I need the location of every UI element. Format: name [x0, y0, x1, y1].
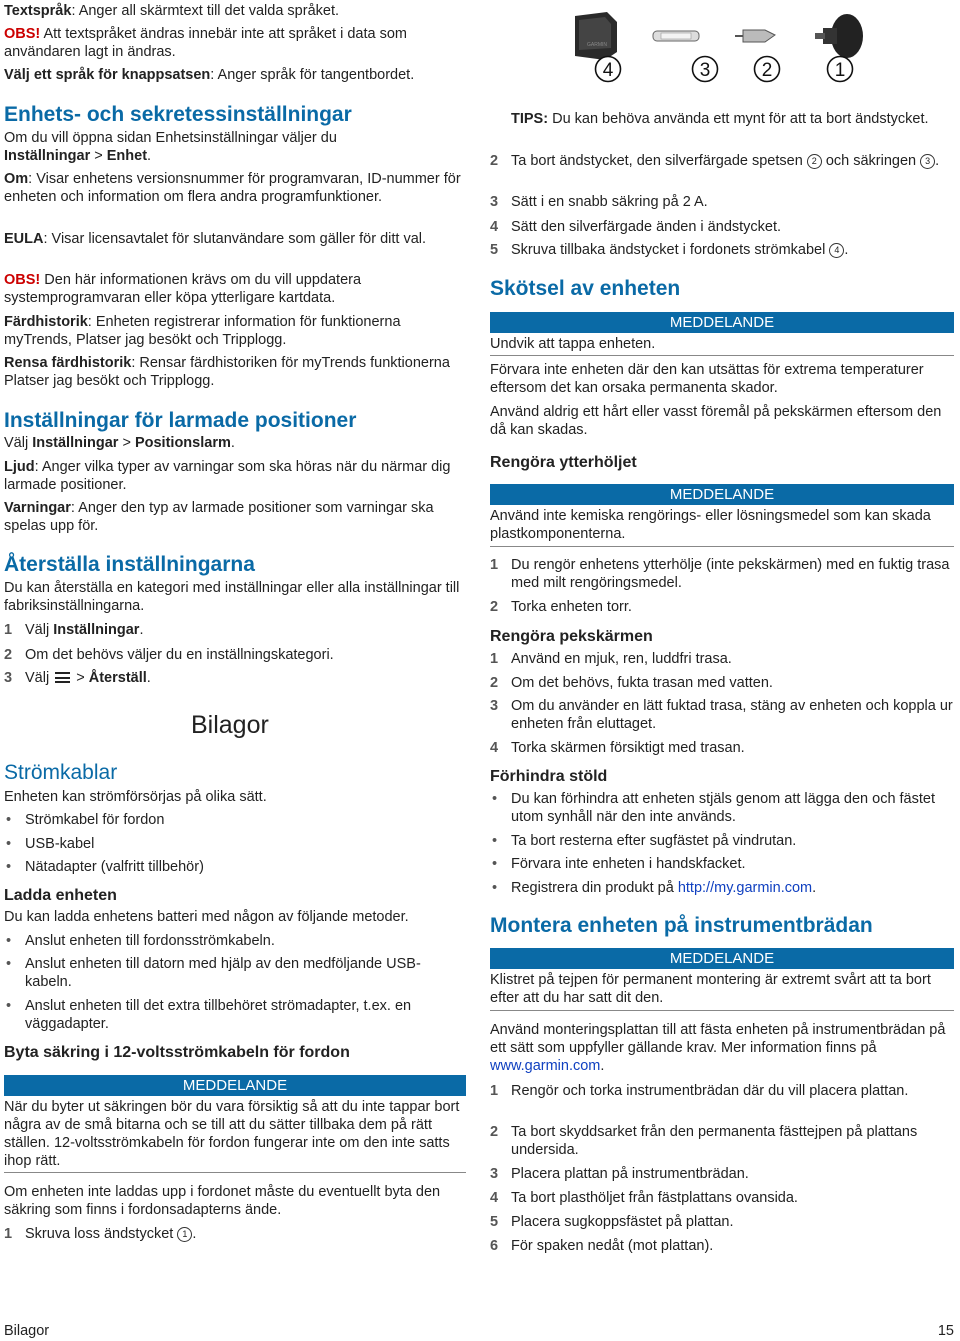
notice-banner: MEDDELANDE — [4, 1075, 466, 1096]
travel-history-setting — [4, 313, 466, 349]
list-item — [490, 241, 954, 259]
menu-path: Inställningar — [32, 435, 119, 451]
care-paragraph: Förvara inte enheten där den kan utsättas för extrema temperaturer eftersom det kan orsaka permanenta skador. — [490, 362, 924, 396]
step-text: Torka enheten torr. — [511, 599, 632, 615]
list-item — [4, 858, 466, 876]
step-number: 2 — [490, 599, 499, 615]
list-item — [4, 621, 466, 639]
callout-1-label: 1 — [834, 60, 846, 81]
step-text: Skruva loss ändstycket — [25, 1226, 178, 1242]
definition: : Visar enhetens versionsnummer för programvaran, ID-nummer för enheten och information om flera andra programfunktioner. — [4, 171, 461, 205]
footer-section: Bilagor — [4, 1323, 50, 1339]
term: Ljud — [4, 459, 35, 475]
list-item — [490, 650, 954, 668]
list-item — [490, 218, 954, 236]
fuse-intro: Om enheten inte laddas upp i fordonet måste du eventuellt byta den säkring som finns i fordonsadapterns ände. — [4, 1184, 441, 1218]
menu-path: Inställningar — [4, 148, 91, 164]
step-number: 3 — [490, 1166, 499, 1182]
list-text: . — [812, 880, 817, 896]
notice-banner: MEDDELANDE — [490, 948, 954, 969]
bullet-icon: • — [492, 833, 498, 849]
step-text: Ta bort skyddsarket från den permanenta fästtejpen på plattans undersida. — [511, 1124, 918, 1158]
heading-alarm-positions: Inställningar för larmade positioner — [4, 409, 357, 432]
list-text: Registrera din produkt på — [511, 880, 678, 896]
term: Varningar — [4, 500, 71, 516]
step-number: 1 — [4, 1226, 13, 1242]
list-item — [4, 646, 466, 664]
callout-4-label: 4 — [602, 60, 614, 81]
list-item — [490, 879, 954, 897]
step-number: 2 — [4, 647, 13, 663]
notice-text: Klistret på tejpen för permanent montering är extremt svårt att ta bort efter att du har satt dit den. — [490, 972, 931, 1006]
warnings-setting — [4, 499, 466, 535]
step-number: 6 — [490, 1238, 499, 1254]
heading-clean-screen: Rengöra pekskärmen — [490, 628, 653, 645]
step-text: Du rengör enhetens ytterhölje (inte pekskärmen) med en fuktig trasa med milt rengöringsmedel. — [511, 557, 950, 591]
step-number: 5 — [490, 1214, 499, 1230]
bullet-icon: • — [6, 998, 12, 1014]
heading-clean-housing: Rengöra ytterhöljet — [490, 454, 637, 471]
step-text: Om det behövs, fukta trasan med vatten. — [511, 675, 773, 691]
text-language-setting — [4, 2, 466, 20]
sound-setting — [4, 458, 466, 494]
tip-paragraph — [511, 110, 954, 128]
list-text: Anslut enheten till datorn med hjälp av den medföljande USB-kabeln. — [25, 956, 421, 990]
fuse-parts-illustration — [565, 2, 865, 94]
bullet-icon: • — [6, 956, 12, 972]
heading-dashboard-mount: Montera enheten på instrumentbrädan — [490, 914, 873, 937]
end-cap-drawing — [575, 12, 617, 60]
menu-path: Inställningar — [53, 622, 140, 638]
step-number: 2 — [490, 1124, 499, 1140]
tip-text: Du kan behöva använda ett mynt för att ta bort ändstycket. — [548, 111, 929, 127]
about-setting — [4, 170, 466, 206]
list-text: Ta bort resterna efter sugfästet på vindrutan. — [511, 833, 797, 849]
step-number: 5 — [490, 242, 499, 258]
notice-banner: MEDDELANDE — [490, 484, 954, 505]
step-text: Om det behövs väljer du en inställningskategori. — [25, 647, 334, 663]
path-separator: > — [90, 148, 107, 164]
step-text: Sätt den silverfärgade änden i ändstycket. — [511, 219, 782, 235]
step-text: Välj — [25, 670, 54, 686]
step-text: Placera sugkoppsfästet på plattan. — [511, 1214, 734, 1230]
power-intro: Enheten kan strömförsörjas på olika sätt. — [4, 789, 267, 805]
step-text: Placera plattan på instrumentbrädan. — [511, 1166, 749, 1182]
device-intro: Om du vill öppna sidan Enhetsinställningar väljer du Inställningar > Enhet. — [4, 130, 337, 164]
note-text: Att textspråket ändras innebär inte att språket i data som användaren lagt in ändras. — [4, 26, 407, 60]
bullet-icon: • — [6, 859, 12, 875]
menu-icon — [55, 672, 70, 683]
step-number: 4 — [490, 740, 499, 756]
step-number: 4 — [490, 219, 499, 235]
step-text: Ta bort ändstycket, den silverfärgade spetsen — [511, 153, 807, 169]
list-item — [490, 556, 954, 592]
callout-3-label: 3 — [699, 60, 711, 81]
step-text: och säkringen — [821, 153, 921, 169]
charge-intro: Du kan ladda enhetens batteri med någon av följande metoder. — [4, 909, 409, 925]
list-text: Du kan förhindra att enheten stjäls genom att lägga den och fästet utom synhåll när den inte används. — [511, 791, 935, 825]
bullet-icon: • — [492, 880, 498, 896]
term: Välj ett språk för knappsatsen — [4, 67, 211, 83]
svg-text:GARMIN: GARMIN — [587, 42, 607, 48]
term: Om — [4, 171, 29, 187]
divider — [490, 1010, 954, 1011]
list-item — [4, 835, 466, 853]
step-text: . — [844, 242, 849, 258]
mount-intro — [490, 1021, 954, 1075]
heading-charge-device: Ladda enheten — [4, 887, 117, 904]
step-text: . — [139, 622, 144, 638]
list-item — [490, 832, 954, 850]
step-number: 1 — [490, 651, 499, 667]
divider — [490, 355, 954, 356]
eula-setting — [4, 230, 466, 248]
note-label: OBS! — [4, 272, 41, 288]
definition: : Anger vilka typer av varningar som ska höras när du närmar dig larmade positioner. — [4, 459, 451, 493]
step-text: För spaken nedåt (mot plattan). — [511, 1238, 714, 1254]
list-text: Anslut enheten till det extra tillbehöret strömadapter, t.ex. en väggadapter. — [25, 998, 412, 1032]
step-text: Välj — [25, 622, 54, 638]
term: Textspråk — [4, 3, 72, 19]
callout-2-label: 2 — [761, 60, 773, 81]
note-paragraph — [4, 25, 466, 61]
callout-4-icon: 4 — [829, 243, 844, 258]
path-separator: > — [72, 670, 89, 686]
callout-3-icon: 3 — [920, 154, 935, 169]
definition: : Enheten registrerar information för funktionerna myTrends, Platser jag besökt och Tripplogg. — [4, 314, 401, 348]
notice-text: När du byter ut säkringen bör du vara försiktig så att du inte tappar bort några av de små bitarna och se till att du sätter tillbaka dem på rätt ställen. 12-voltsströmkabeln för fordon fungerar inte om den inte satts ihop rätt. — [4, 1099, 460, 1169]
bullet-icon: • — [492, 791, 498, 807]
list-item — [490, 1082, 954, 1100]
chapter-title: Bilagor — [191, 711, 269, 739]
alarm-intro: Välj Inställningar > Positionslarm. — [4, 435, 235, 451]
note-label: OBS! — [4, 26, 41, 42]
list-item — [490, 152, 954, 170]
list-text: Anslut enheten till fordonsströmkabeln. — [25, 933, 275, 949]
definition: : Anger all skärmtext till det valda språket. — [71, 3, 340, 19]
intro-text: Om du vill öppna sidan Enhetsinställningar väljer du — [4, 130, 337, 146]
step-text: . — [146, 670, 151, 686]
intro-text: Använd monteringsplattan till att fästa enheten på instrumentbrädan på ett sätt som uppfyller gällande krav. Mer information finns på — [490, 1022, 946, 1056]
reset-intro: Du kan återställa en kategori med inställningar eller alla inställningar till fabriksinställningarna. — [4, 580, 460, 614]
notice-banner: MEDDELANDE — [490, 312, 954, 333]
step-number: 1 — [490, 557, 499, 573]
list-item — [490, 1213, 954, 1231]
list-item — [4, 955, 466, 991]
bullet-icon: • — [6, 836, 12, 852]
tip-label: TIPS: — [511, 111, 549, 127]
definition: : Visar licensavtalet för slutanvändare som gäller för ditt val. — [43, 231, 427, 247]
list-text: USB-kabel — [25, 836, 95, 852]
step-number: 2 — [490, 675, 499, 691]
heading-prevent-theft: Förhindra stöld — [490, 768, 608, 785]
care-paragraph: Använd aldrig ett hårt eller vasst föremål på pekskärmen eftersom den då kan skadas. — [490, 404, 942, 438]
menu-path: Återställ — [88, 670, 147, 686]
definition: : Rensar färdhistoriken för myTrends funktionerna Platser jag besökt och Tripplogg. — [4, 355, 450, 389]
step-number: 1 — [490, 1083, 499, 1099]
heading-power-cables: Strömkablar — [4, 761, 118, 784]
list-item: 1 Skruva loss ändstycket 1 . — [4, 1226, 197, 1242]
step-text: Sätt i en snabb säkring på 2 A. — [511, 194, 708, 210]
list-item — [490, 1189, 954, 1207]
step-number: 4 — [490, 1190, 499, 1206]
keyboard-language-setting — [4, 66, 466, 84]
term: Rensa färdhistorik — [4, 355, 132, 371]
step-number: 2 — [490, 153, 499, 169]
list-item — [4, 997, 466, 1033]
definition: : Anger språk för tangentbordet. — [210, 67, 415, 83]
menu-path: Enhet — [106, 148, 148, 164]
step-text: Rengör och torka instrumentbrädan där du vill placera plattan. — [511, 1083, 909, 1099]
step-text: Använd en mjuk, ren, luddfri trasa. — [511, 651, 732, 667]
step-number: 3 — [490, 698, 499, 714]
heading-reset-settings: Återställa inställningarna — [4, 553, 255, 576]
intro-text: . — [600, 1058, 605, 1074]
page-number: 15 — [937, 1323, 954, 1339]
notice-text: Undvik att tappa enheten. — [490, 336, 656, 352]
note-text: Den här informationen krävs om du vill uppdatera systemprogramvaran eller köpa ytterligare kartdata. — [4, 272, 362, 306]
notice-text: Använd inte kemiska rengörings- eller lösningsmedel som kan skada plastkomponenterna. — [490, 508, 931, 542]
note-paragraph — [4, 271, 466, 307]
divider — [490, 546, 954, 547]
bullet-icon: • — [6, 933, 12, 949]
list-item — [490, 674, 954, 692]
divider — [4, 1172, 466, 1173]
list-item — [490, 855, 954, 873]
list-item — [4, 811, 466, 829]
step-number: 1 — [4, 622, 13, 638]
step-number: 3 — [4, 670, 13, 686]
silver-tip-drawing — [735, 30, 775, 42]
list-item — [490, 1123, 954, 1159]
heading-replace-fuse: Byta säkring i 12-voltsströmkabeln för fordon — [4, 1044, 350, 1061]
callout-2-icon: 2 — [807, 154, 822, 169]
list-item — [490, 790, 954, 826]
list-item — [4, 932, 466, 950]
garmin-link[interactable]: www.garmin.com — [490, 1058, 601, 1074]
list-text: Förvara inte enheten i handskfacket. — [511, 856, 746, 872]
intro-text: Välj — [4, 435, 33, 451]
heading-device-care: Skötsel av enheten — [490, 277, 681, 300]
garmin-register-link[interactable]: http://my.garmin.com — [677, 880, 813, 896]
term: Färdhistorik — [4, 314, 88, 330]
step-text: Skruva tillbaka ändstycket i fordonets strömkabel — [511, 242, 830, 258]
page-footer — [4, 1322, 954, 1340]
definition: : Anger den typ av larmade positioner som varningar ska spelas upp för. — [4, 500, 434, 534]
cable-socket-drawing — [815, 14, 863, 58]
step-text: Torka skärmen försiktigt med trasan. — [511, 740, 745, 756]
bullet-icon: • — [6, 812, 12, 828]
bullet-icon: • — [492, 856, 498, 872]
list-item — [4, 669, 466, 687]
list-item — [490, 598, 954, 616]
list-item — [490, 739, 954, 757]
list-text: Nätadapter (valfritt tillbehör) — [25, 859, 204, 875]
list-item — [490, 697, 954, 733]
list-item — [490, 1165, 954, 1183]
menu-path: Positionslarm — [134, 435, 231, 451]
list-item — [490, 1237, 954, 1255]
list-item — [490, 193, 954, 211]
term: EULA — [4, 231, 44, 247]
callout-1-icon: 1 — [177, 1227, 192, 1242]
step-text: . — [935, 153, 940, 169]
heading-device-privacy: Enhets- och sekretessinställningar — [4, 103, 352, 126]
clear-travel-history-setting — [4, 354, 466, 390]
fuse-drawing — [653, 31, 699, 41]
step-text: Om du använder en lätt fuktad trasa, stäng av enheten och koppla ur enheten från eluttaget. — [511, 698, 953, 732]
step-text: Ta bort plasthöljet från fästplattans ovansida. — [511, 1190, 798, 1206]
list-text: Strömkabel för fordon — [25, 812, 165, 828]
step-number: 3 — [490, 194, 499, 210]
